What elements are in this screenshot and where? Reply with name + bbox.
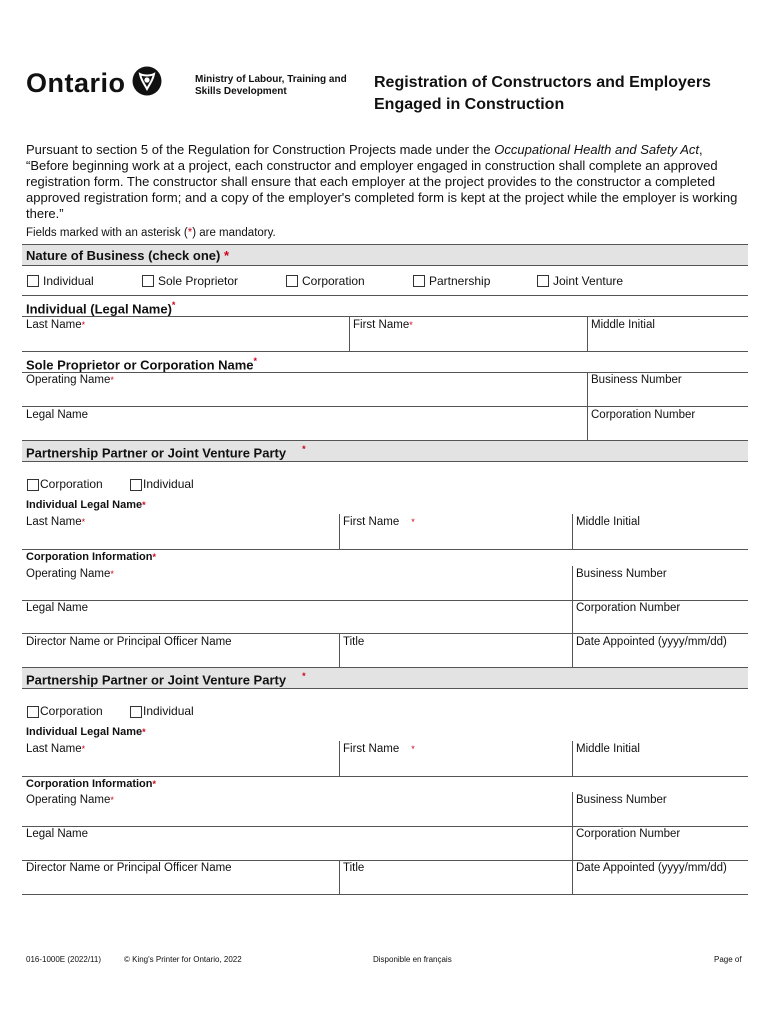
french-availability: Disponible en français [373, 955, 452, 964]
page-number: Page of [714, 955, 742, 964]
party1-legal-name-field[interactable]: Legal Name [26, 602, 89, 614]
form-title: Registration of Constructors and Employers Engaged in Construction [374, 74, 711, 113]
party2-first-name-field[interactable]: First Name * [343, 743, 415, 755]
party2-corporation-label: Corporation [40, 704, 103, 718]
party1-corporation-checkbox[interactable] [27, 479, 39, 491]
section-sole-proprietor: Sole Proprietor or Corporation Name* [22, 351, 748, 373]
party1-last-name-field[interactable]: Last Name* [26, 516, 86, 528]
nature-corporation-checkbox[interactable] [286, 275, 298, 287]
mandatory-note: Fields marked with an asterisk (*) are mandatory. [26, 227, 276, 239]
nature-joint-venture-checkbox[interactable] [537, 275, 549, 287]
party2-legal-name-field[interactable]: Legal Name [26, 828, 89, 840]
party1-individual-checkbox[interactable] [130, 479, 142, 491]
sole-legal-name-field[interactable]: Legal Name [26, 409, 89, 421]
nature-option-label: Partnership [429, 274, 491, 288]
party1-corporation-heading: Corporation Information* [26, 551, 157, 563]
section-nature-of-business: Nature of Business (check one) * [22, 244, 748, 266]
individual-middle-initial-field[interactable]: Middle Initial [591, 319, 655, 331]
section-individual-legal-name: Individual (Legal Name)* [22, 295, 748, 317]
nature-option-label: Individual [43, 274, 94, 288]
nature-individual-checkbox[interactable] [27, 275, 39, 287]
sole-business-number-field[interactable]: Business Number [591, 374, 682, 386]
party1-middle-initial-field[interactable]: Middle Initial [576, 516, 640, 528]
form-number: 016-1000E (2022/11) [26, 955, 102, 964]
trillium-logo-icon [132, 66, 162, 96]
party1-first-name-field[interactable]: First Name * [343, 516, 415, 528]
party1-individual-heading: Individual Legal Name* [26, 499, 146, 511]
section-partnership-party-1: Partnership Partner or Joint Venture Party * [22, 440, 748, 462]
intro-paragraph: Pursuant to section 5 of the Regulation for Construction Projects made under the Occupational Health and Safety Act, “Before beginning work at a project, each constructor and employer engaged in construction shall complete an approved registration form. The constructor shall ensure that each employer at the project provides to the constructor a completed approved registration form; and a copy of the employer's completed form is kept at the project while the employer is working there.” [26, 142, 738, 221]
nature-partnership-checkbox[interactable] [413, 275, 425, 287]
party2-operating-name-field[interactable]: Operating Name* [26, 794, 114, 806]
party1-individual-label: Individual [143, 477, 194, 491]
sole-operating-name-field[interactable]: Operating Name* [26, 374, 114, 386]
party2-corporation-heading: Corporation Information* [26, 778, 157, 790]
sole-corporation-number-field[interactable]: Corporation Number [591, 409, 696, 421]
ontario-logo-text: Ontario [26, 68, 126, 98]
nature-sole-proprietor-checkbox[interactable] [142, 275, 154, 287]
nature-option-label: Corporation [302, 274, 365, 288]
party2-individual-label: Individual [143, 704, 194, 718]
party1-operating-name-field[interactable]: Operating Name* [26, 568, 114, 580]
party2-corporation-checkbox[interactable] [27, 706, 39, 718]
nature-option-label: Sole Proprietor [158, 274, 239, 288]
party1-director-name-field[interactable]: Director Name or Principal Officer Name [26, 636, 232, 648]
party2-business-number-field[interactable]: Business Number [576, 794, 667, 806]
party1-business-number-field[interactable]: Business Number [576, 568, 667, 580]
party1-corporation-number-field[interactable]: Corporation Number [576, 602, 681, 614]
party1-date-appointed-field[interactable]: Date Appointed (yyyy/mm/dd) [576, 636, 727, 648]
party2-middle-initial-field[interactable]: Middle Initial [576, 743, 640, 755]
ministry-name: Ministry of Labour, Training and Skills Development [195, 74, 347, 97]
individual-last-name-field[interactable]: Last Name* [26, 319, 86, 331]
party2-individual-heading: Individual Legal Name* [26, 726, 146, 738]
section-partnership-party-2: Partnership Partner or Joint Venture Party * [22, 667, 748, 689]
party2-last-name-field[interactable]: Last Name* [26, 743, 86, 755]
party2-date-appointed-field[interactable]: Date Appointed (yyyy/mm/dd) [576, 862, 727, 874]
party1-title-field[interactable]: Title [343, 636, 365, 648]
party2-title-field[interactable]: Title [343, 862, 365, 874]
nature-option-label: Joint Venture [553, 274, 624, 288]
act-name: Occupational Health and Safety Act [494, 142, 700, 157]
party2-individual-checkbox[interactable] [130, 706, 142, 718]
copyright: © King's Printer for Ontario, 2022 [124, 955, 242, 964]
individual-first-name-field[interactable]: First Name* [353, 319, 413, 331]
party2-director-name-field[interactable]: Director Name or Principal Officer Name [26, 862, 232, 874]
party1-corporation-label: Corporation [40, 477, 103, 491]
party2-corporation-number-field[interactable]: Corporation Number [576, 828, 681, 840]
